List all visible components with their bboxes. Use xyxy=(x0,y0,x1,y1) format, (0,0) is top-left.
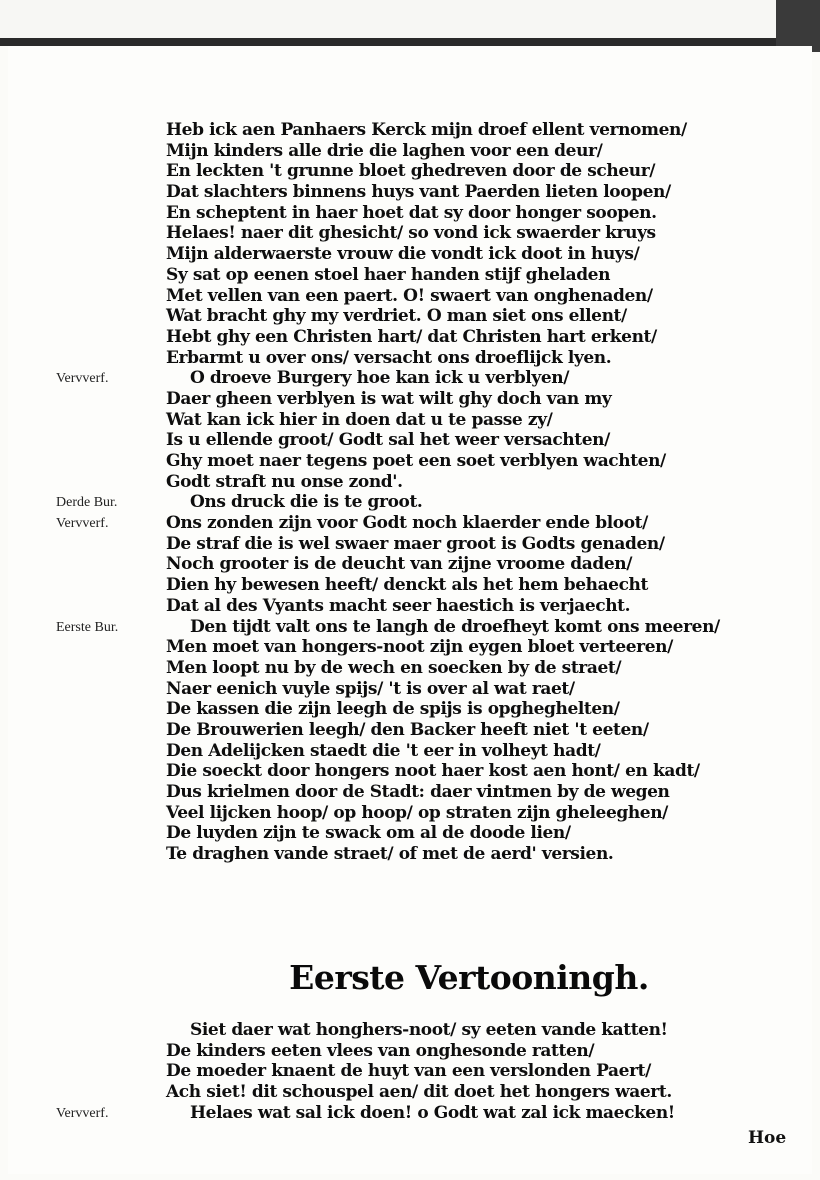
verse-line xyxy=(8,244,812,265)
verse-line xyxy=(8,1103,812,1124)
verse-text: Erbarmt u over ons/ versacht ons droeflijck lyen. xyxy=(166,347,612,368)
verse-text: Wat bracht ghy my verdriet. O man siet ons ellent/ xyxy=(166,306,627,327)
verse-text: Sy sat op eenen stoel haer handen stijf gheladen xyxy=(166,264,611,285)
catchword: Hoe xyxy=(748,1128,787,1148)
verse-line xyxy=(8,410,812,431)
verse-text: Noch grooter is de deucht van zijne vroome daden/ xyxy=(166,554,633,575)
verse-text: Den tijdt valt ons te langh de droefheyt komt ons meeren/ xyxy=(190,616,720,637)
verse-line xyxy=(8,596,812,617)
verse-text: Is u ellende groot/ Godt sal het weer versachten/ xyxy=(166,430,610,451)
verse-text: De kassen die zijn leegh de spijs is opgheghelten/ xyxy=(166,699,620,720)
verse-text: Helaes wat sal ick doen! o Godt wat zal ick maecken! xyxy=(190,1102,675,1123)
verse-line xyxy=(8,803,812,824)
verse-text: De Brouwerien leegh/ den Backer heeft niet 't eeten/ xyxy=(166,719,649,740)
verse-line xyxy=(8,161,812,182)
verse-text: Men loopt nu by de wech en soecken by de straet/ xyxy=(166,657,622,678)
verse-text: Te draghen vande straet/ of met de aerd' versien. xyxy=(166,844,614,865)
verse-text: De straf die is wel swaer maer groot is Godts genaden/ xyxy=(166,533,665,554)
scan-corner-shadow xyxy=(776,0,820,52)
verse-line xyxy=(8,513,812,534)
verse-text: Ons druck die is te groot. xyxy=(190,492,423,513)
verse-text: En leckten 't grunne bloet ghedreven door de scheur/ xyxy=(166,161,656,182)
verse-line xyxy=(8,658,812,679)
verse-line xyxy=(8,1061,812,1082)
verse-line xyxy=(8,761,812,782)
section-heading xyxy=(8,958,812,997)
verse-line xyxy=(8,554,812,575)
verse-line xyxy=(8,306,812,327)
verse-text: Dien hy bewesen heeft/ denckt als het hem behaecht xyxy=(166,575,648,596)
verse-line xyxy=(8,451,812,472)
scan-top-margin xyxy=(0,0,820,38)
verse-text: Wat kan ick hier in doen dat u te passe zy/ xyxy=(166,409,553,430)
verse-line xyxy=(8,327,812,348)
verse-text: Heb ick aen Panhaers Kerck mijn droef ellent vernomen/ xyxy=(166,120,687,140)
book-page xyxy=(8,46,812,1174)
verse-text: Mijn alderwaerste vrouw die vondt ick doot in huys/ xyxy=(166,244,640,265)
verse-line xyxy=(8,679,812,700)
verse-line xyxy=(8,389,812,410)
verse-text: Dus krielmen door de Stadt: daer vintmen by de wegen xyxy=(166,782,670,802)
verse-text: Siet daer wat honghers-noot/ sy eeten vande katten! xyxy=(190,1020,668,1040)
heading-text: Eerste Vertooningh. xyxy=(289,958,649,997)
verse-line xyxy=(8,265,812,286)
verse-text: Men moet van hongers-noot zijn eygen bloet verteeren/ xyxy=(166,637,673,658)
verse-text: Met vellen van een paert. O! swaert van onghenaden/ xyxy=(166,285,653,306)
verse-line xyxy=(8,1041,812,1062)
verse-text: Godt straft nu onse zond'. xyxy=(166,471,403,492)
verse-text: Dat al des Vyants macht seer haestich is verjaecht. xyxy=(166,595,631,616)
verse-text: Ach siet! dit schouspel aen/ dit doet het hongers waert. xyxy=(166,1082,672,1103)
verse-text: De moeder knaent de huyt van een verslonden Paert/ xyxy=(166,1061,651,1082)
verse-line xyxy=(8,223,812,244)
verse-line xyxy=(8,720,812,741)
verse-text: Helaes! naer dit ghesicht/ so vond ick swaerder kruys xyxy=(166,223,656,244)
verse-line xyxy=(8,534,812,555)
verse-line xyxy=(8,286,812,307)
verse-line xyxy=(8,120,812,141)
verse-line xyxy=(8,575,812,596)
verse-line xyxy=(8,617,812,638)
verse-line xyxy=(8,348,812,369)
verse-line xyxy=(8,637,812,658)
speaker-label: Vervverf. xyxy=(56,516,109,532)
verse-text: Daer gheen verblyen is wat wilt ghy doch van my xyxy=(166,388,612,409)
verse-text: Hebt ghy een Christen hart/ dat Christen hart erkent/ xyxy=(166,326,657,347)
verse-text: De kinders eeten vlees van onghesonde ratten/ xyxy=(166,1040,595,1061)
verse-text: Die soeckt door hongers noot haer kost aen hont/ en kadt/ xyxy=(166,761,700,782)
verse-line xyxy=(8,782,812,803)
verse-text: Den Adelijcken staedt die 't eer in volheyt hadt/ xyxy=(166,740,601,761)
speaker-label: Vervverf. xyxy=(56,1105,109,1121)
verse-text: Ghy moet naer tegens poet een soet verblyen wachten/ xyxy=(166,451,666,471)
verse-text: Veel lijcken hoop/ op hoop/ op straten zijn gheleeghen/ xyxy=(166,802,668,823)
verse-line xyxy=(8,368,812,389)
verse-text: De luyden zijn te swack om al de doode lien/ xyxy=(166,823,571,844)
verse-line xyxy=(8,430,812,451)
verse-text: Ons zonden zijn voor Godt noch klaerder ende bloot/ xyxy=(166,513,648,534)
verse-text: O droeve Burgery hoe kan ick u verblyen/ xyxy=(190,368,570,389)
verse-block xyxy=(8,120,812,865)
verse-line xyxy=(8,741,812,762)
scan-border xyxy=(0,38,800,46)
verse-block-2 xyxy=(8,1020,812,1123)
speaker-label: Derde Bur. xyxy=(56,495,118,511)
speaker-label: Vervverf. xyxy=(56,371,109,387)
verse-line xyxy=(8,203,812,224)
verse-line xyxy=(8,182,812,203)
verse-text: En scheptent in haer hoet dat sy door honger soopen. xyxy=(166,202,657,223)
verse-line xyxy=(8,1020,812,1041)
speaker-label: Eerste Bur. xyxy=(56,619,119,635)
verse-line xyxy=(8,823,812,844)
verse-text: Dat slachters binnens huys vant Paerden lieten loopen/ xyxy=(166,182,671,203)
verse-line xyxy=(8,699,812,720)
verse-line xyxy=(8,141,812,162)
verse-line xyxy=(8,844,812,865)
verse-line xyxy=(8,492,812,513)
verse-line xyxy=(8,472,812,493)
verse-line xyxy=(8,1082,812,1103)
verse-text: Naer eenich vuyle spijs/ 't is over al wat raet/ xyxy=(166,678,575,699)
verse-text: Mijn kinders alle drie die laghen voor een deur/ xyxy=(166,140,603,161)
